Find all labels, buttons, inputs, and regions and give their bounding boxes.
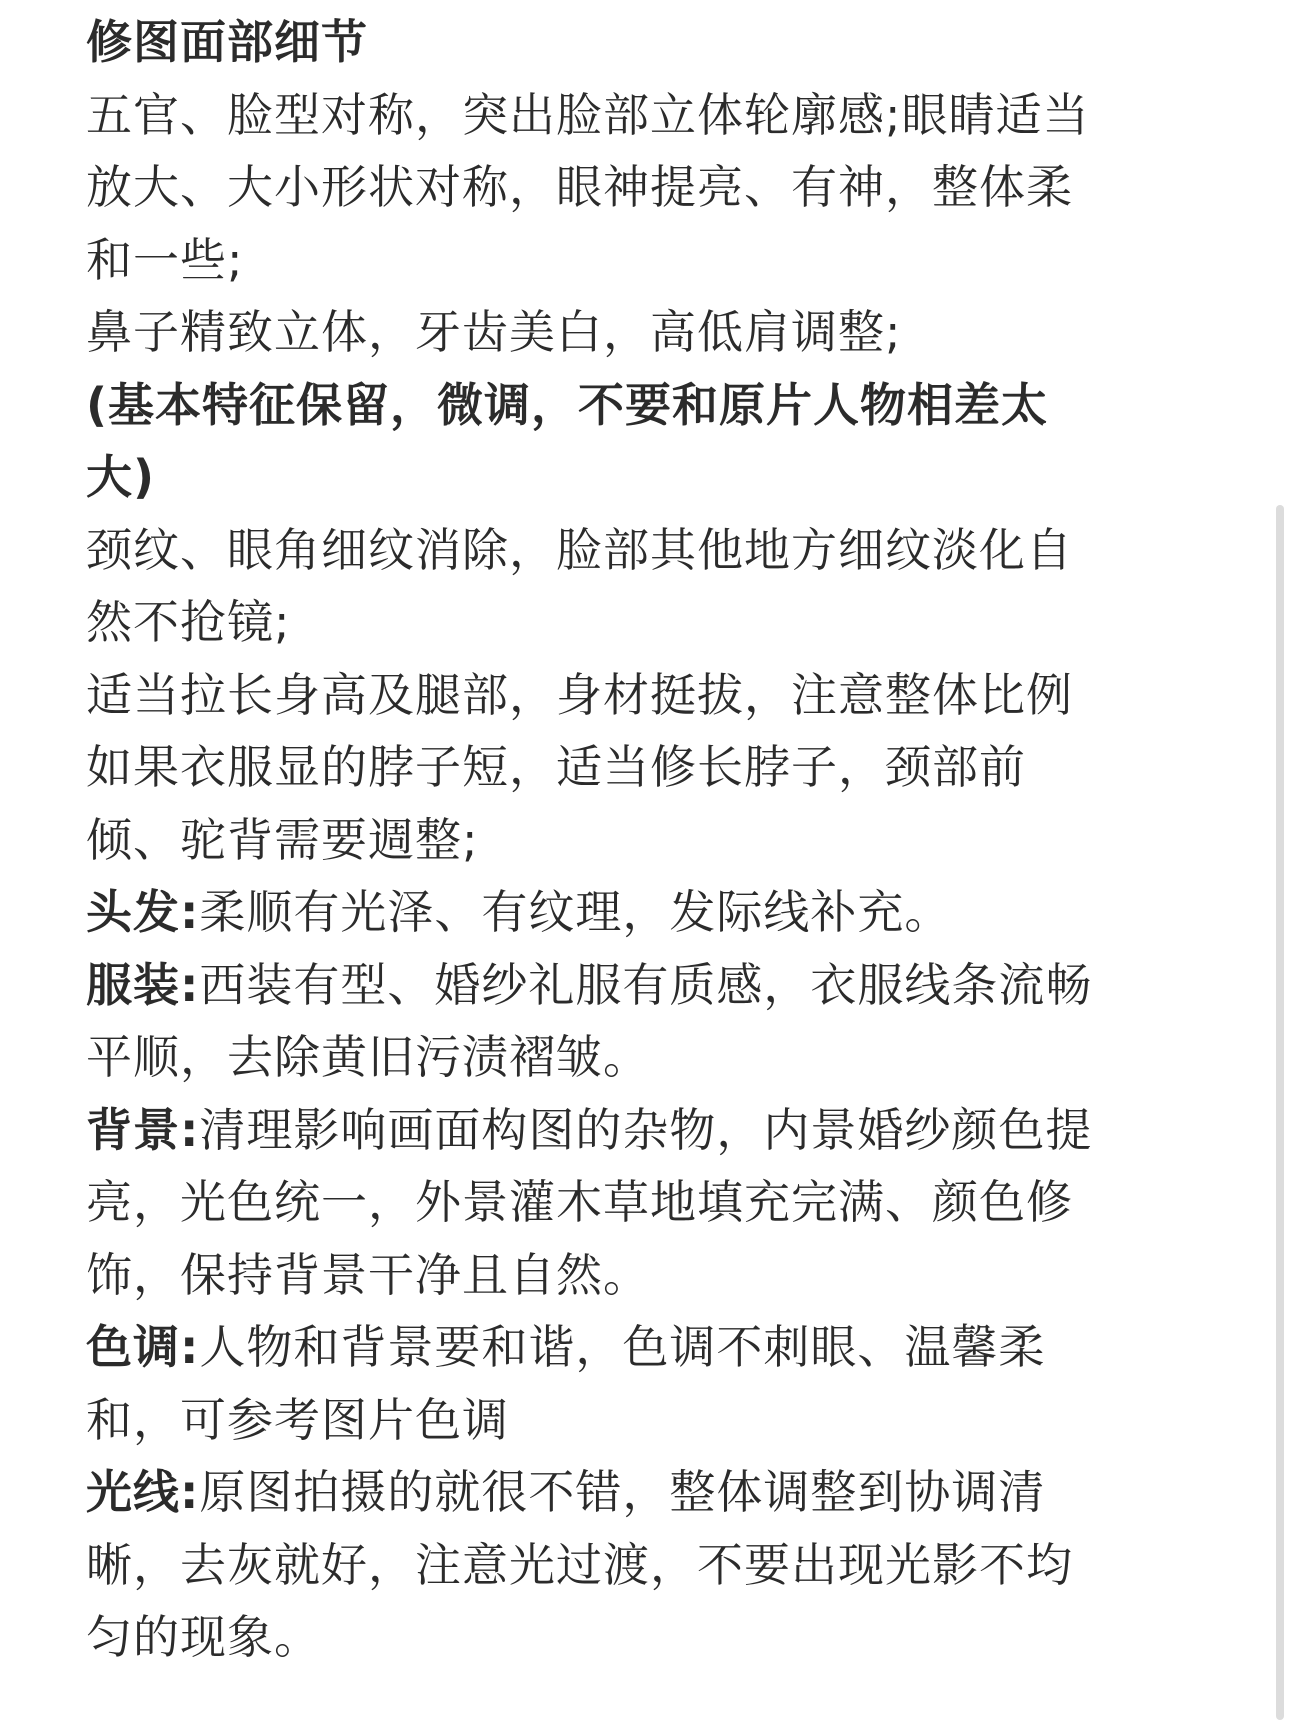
section-text: 原图拍摄的就很不错，整体调整到协调清 [199, 1465, 1046, 1519]
section-hair [86, 876, 1216, 949]
section-label: 色调: [86, 1320, 200, 1374]
document-body [86, 6, 1216, 1674]
section-clothing [86, 949, 1216, 1022]
section-text: 西装有型、婚纱礼服有质感，衣服线条流畅 [199, 957, 1093, 1012]
text-line: 倾、驼背需要週整; [86, 812, 479, 867]
text-line: 如果衣服显的脖子短，适当修长脖子，颈部前 [86, 740, 1026, 794]
section-lighting [86, 1456, 1216, 1529]
section-text: 柔顺有光泽、有纹理，发际线补充。 [199, 885, 952, 939]
text-line: 和，可参考图片色调 [86, 1392, 509, 1447]
text-line: 颈纹、眼角细纹消除，脸部其他地方细纹淡化自 [86, 522, 1073, 577]
section-tone [86, 1311, 1216, 1384]
text-line: 适当拉长身高及腿部，身材挺拔，注意整体比例 [86, 667, 1073, 722]
section-text: 清理影响画面构图的杂物，内景婚纱颜色提 [199, 1102, 1093, 1157]
text-line: 五官、脸型对称，突出脸部立体轮廓感;眼睛适当 [86, 87, 1090, 142]
emphasis-line: 大) [86, 450, 156, 504]
text-line: 平顺，去除黄旧污渍褶皱。 [86, 1030, 650, 1084]
vertical-scrollbar[interactable] [1276, 505, 1284, 1720]
text-line: 匀的现象。 [86, 1610, 321, 1664]
text-line: 饰，保持背景干净且自然。 [86, 1247, 650, 1302]
section-label: 背景: [86, 1102, 200, 1157]
text-line: 晰，去灰就好，注意光过渡，不要出现光影不均 [86, 1537, 1073, 1592]
document-title: 修图面部细节 [86, 15, 368, 69]
text-line: 然不抢镜; [86, 595, 291, 649]
section-background [86, 1094, 1216, 1167]
text-line: 亮，光色统一，外景灌木草地填充完满、颜色修 [86, 1175, 1073, 1229]
section-text: 人物和背景要和谐，色调不刺眼、温馨柔 [199, 1320, 1046, 1374]
text-line: 鼻子精致立体，牙齿美白，高低肩调整; [86, 305, 902, 359]
text-line: 和一些; [86, 232, 244, 287]
emphasis-line: (基本特征保留，微调，不要和原片人物相差太 [86, 377, 1049, 432]
section-label: 服装: [86, 957, 200, 1012]
section-label: 头发: [86, 885, 200, 939]
section-label: 光线: [86, 1465, 200, 1519]
text-line: 放大、大小形状对称，眼神提亮、有神，整体柔 [86, 160, 1073, 214]
